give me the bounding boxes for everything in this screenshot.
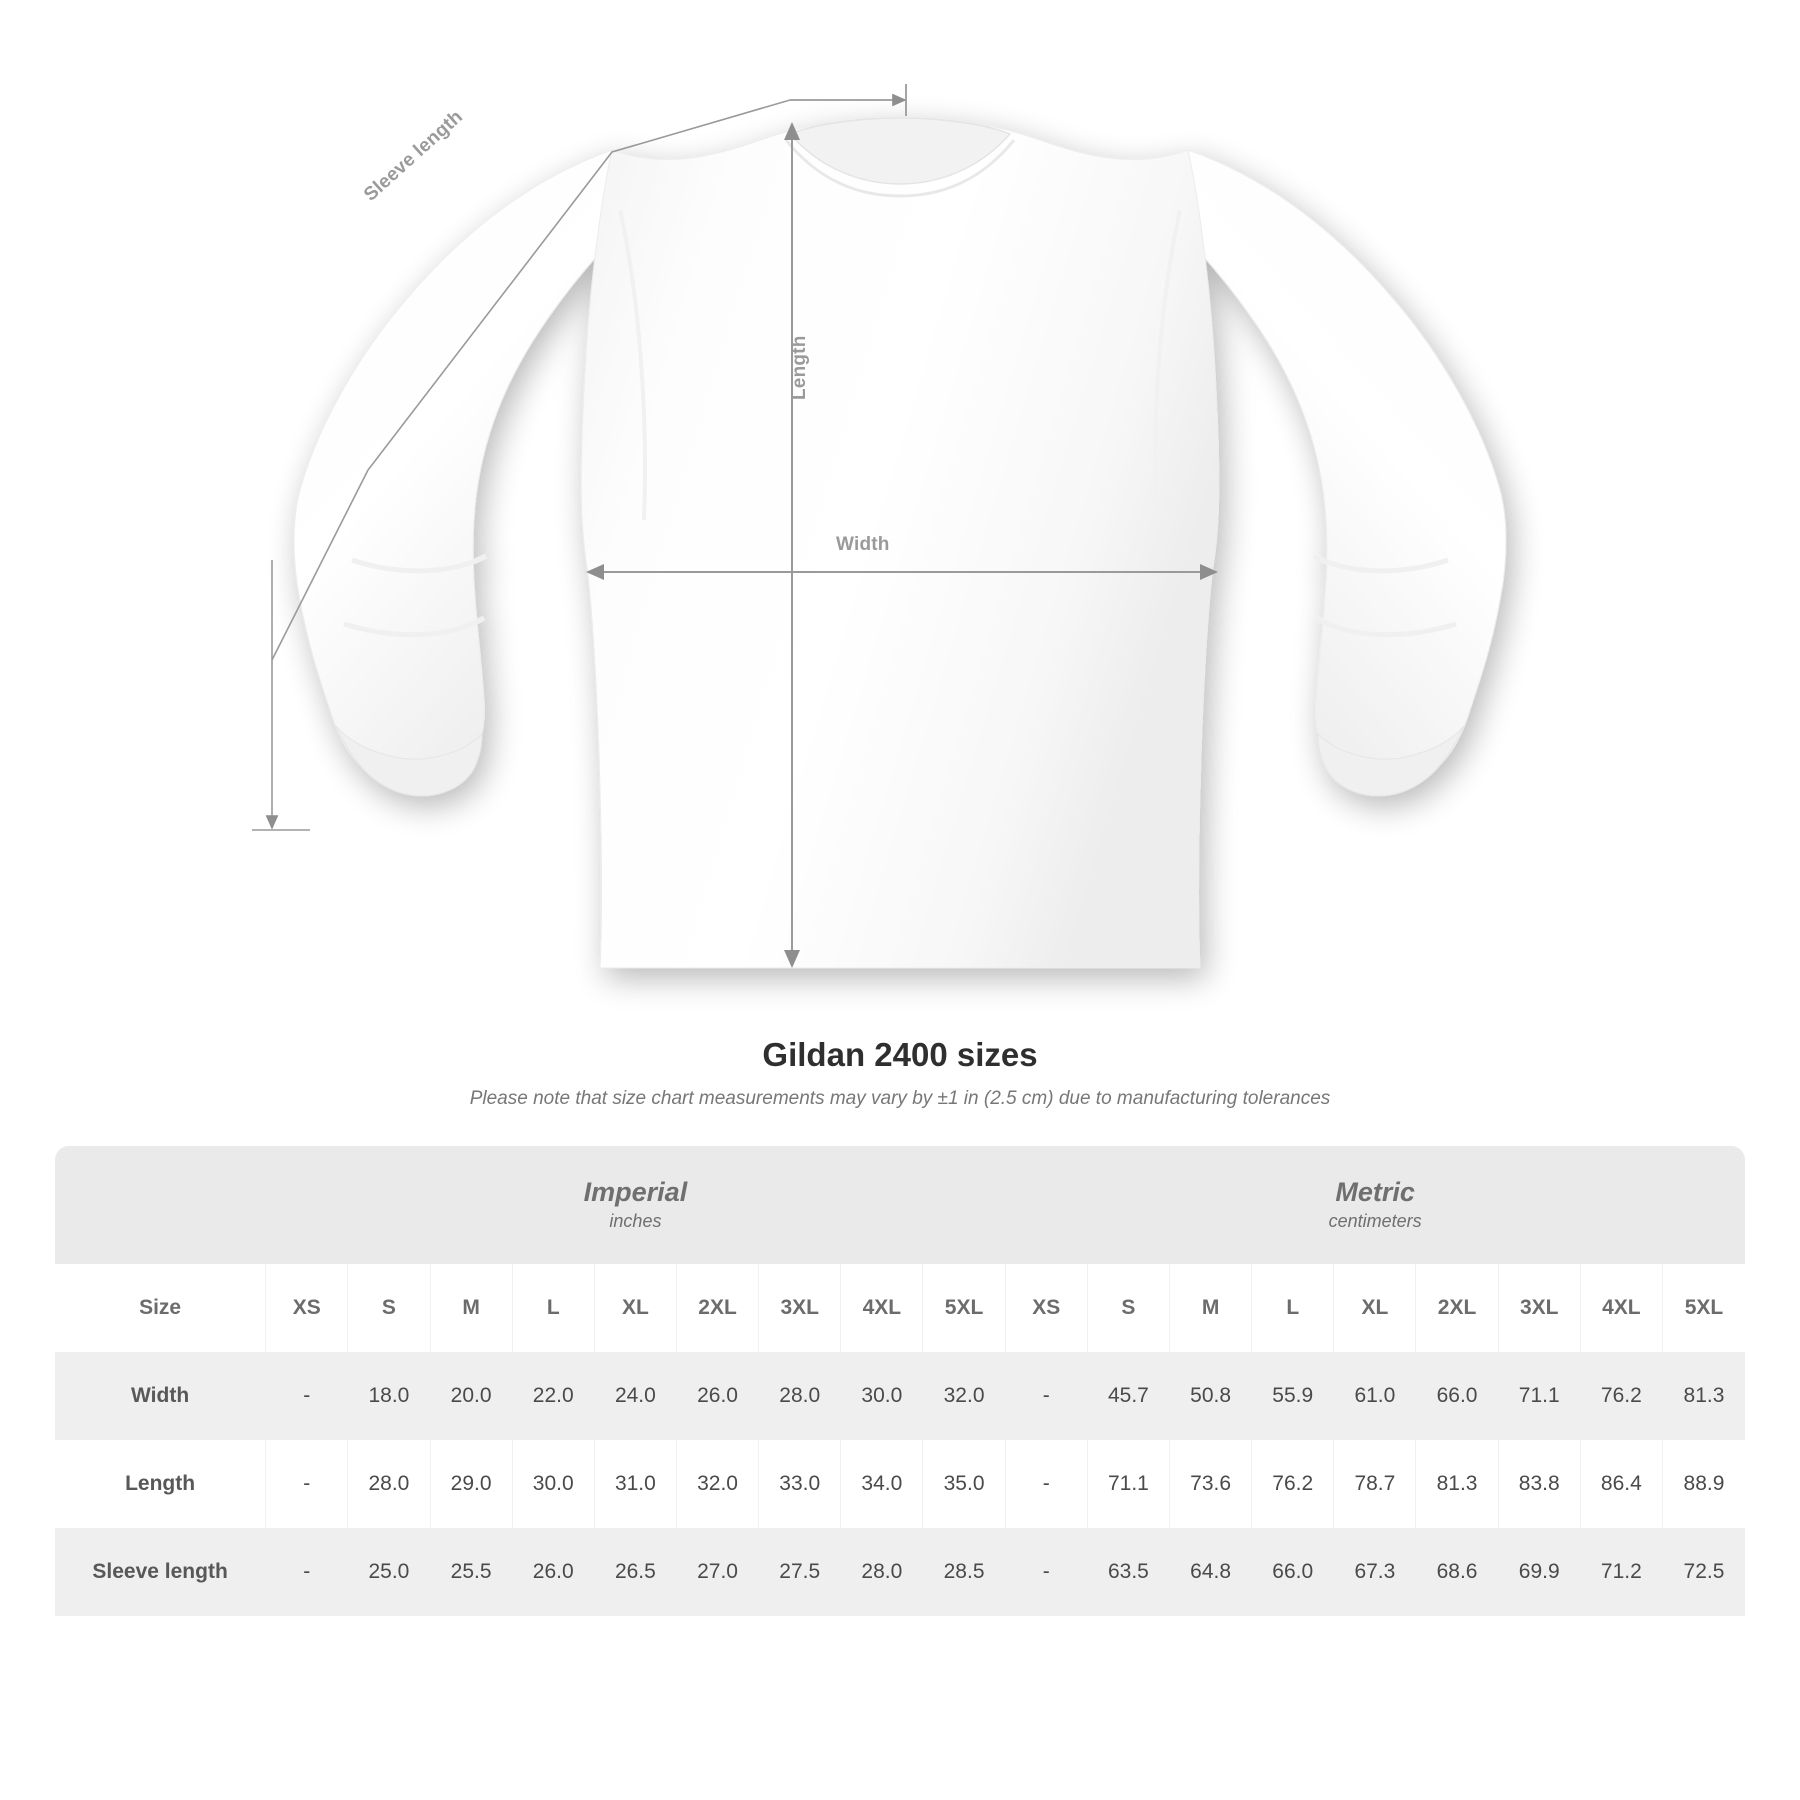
cell-width-imperial-l: 22.0 — [512, 1352, 594, 1440]
imperial-label: Imperial — [583, 1176, 688, 1207]
cell-sleeve-metric-l: 66.0 — [1252, 1528, 1334, 1616]
cell-sleeve-metric-5xl: 72.5 — [1662, 1528, 1745, 1616]
imperial-sub-label: inches — [609, 1211, 662, 1232]
cell-sleeve-imperial-3xl: 27.5 — [759, 1528, 841, 1616]
cell-width-imperial-2xl: 26.0 — [676, 1352, 758, 1440]
cell-sleeve-imperial-xs: - — [266, 1528, 348, 1616]
unit-header-imperial — [266, 1146, 1006, 1264]
cell-sleeve-imperial-4xl: 28.0 — [841, 1528, 923, 1616]
cell-length-imperial-l: 30.0 — [512, 1440, 594, 1528]
cell-sleeve-metric-4xl: 71.2 — [1580, 1528, 1662, 1616]
cell-length-imperial-5xl: 35.0 — [923, 1440, 1005, 1528]
row-label-length: Length — [55, 1440, 266, 1528]
unit-header-row — [55, 1146, 1745, 1264]
cell-width-metric-s: 45.7 — [1087, 1352, 1169, 1440]
size-header-cell: Size — [55, 1264, 266, 1352]
metric-sub-label: centimeters — [1328, 1211, 1422, 1232]
shirt-shape — [294, 118, 1506, 968]
size-header-metric-2xl: 2XL — [1416, 1264, 1498, 1352]
cell-width-imperial-m: 20.0 — [430, 1352, 512, 1440]
page-title: Gildan 2400 sizes — [762, 1036, 1038, 1073]
cell-sleeve-metric-m: 64.8 — [1170, 1528, 1252, 1616]
cell-length-imperial-2xl: 32.0 — [676, 1440, 758, 1528]
size-header-metric-s: S — [1087, 1264, 1169, 1352]
cell-length-imperial-s: 28.0 — [348, 1440, 430, 1528]
cell-length-imperial-4xl: 34.0 — [841, 1440, 923, 1528]
cell-length-imperial-xs: - — [266, 1440, 348, 1528]
cell-width-metric-4xl: 76.2 — [1580, 1352, 1662, 1440]
cell-length-metric-m: 73.6 — [1170, 1440, 1252, 1528]
cell-sleeve-imperial-xl: 26.5 — [594, 1528, 676, 1616]
sleeve-length-dimension-label: Sleeve length — [360, 106, 468, 206]
unit-header-corner — [55, 1146, 266, 1264]
cell-width-metric-xs: - — [1005, 1352, 1087, 1440]
size-header-imperial-l: L — [512, 1264, 594, 1352]
cell-length-imperial-3xl: 33.0 — [759, 1440, 841, 1528]
cell-length-metric-xs: - — [1005, 1440, 1087, 1528]
tolerance-note: Please note that size chart measurements may vary by ±1 in (2.5 cm) due to manufacturing tolerances — [469, 1088, 1331, 1109]
row-label-width: Width — [55, 1352, 266, 1440]
size-header-metric-l: L — [1252, 1264, 1334, 1352]
cell-sleeve-metric-2xl: 68.6 — [1416, 1528, 1498, 1616]
row-label-sleeve-length: Sleeve length — [55, 1528, 266, 1616]
cell-sleeve-imperial-5xl: 28.5 — [923, 1528, 1005, 1616]
size-header-imperial-m: M — [430, 1264, 512, 1352]
cell-width-metric-l: 55.9 — [1252, 1352, 1334, 1440]
size-header-metric-m: M — [1170, 1264, 1252, 1352]
title-block — [0, 1036, 1800, 1110]
table-row — [55, 1528, 1745, 1616]
cell-sleeve-metric-xl: 67.3 — [1334, 1528, 1416, 1616]
unit-header-metric — [1005, 1146, 1745, 1264]
cell-width-imperial-s: 18.0 — [348, 1352, 430, 1440]
size-header-imperial-xs: XS — [266, 1264, 348, 1352]
size-header-metric-3xl: 3XL — [1498, 1264, 1580, 1352]
cell-width-metric-2xl: 66.0 — [1416, 1352, 1498, 1440]
cell-sleeve-metric-3xl: 69.9 — [1498, 1528, 1580, 1616]
table-row — [55, 1352, 1745, 1440]
size-header-metric-5xl: 5XL — [1662, 1264, 1745, 1352]
metric-label: Metric — [1335, 1176, 1415, 1207]
cell-length-metric-5xl: 88.9 — [1662, 1440, 1745, 1528]
size-header-imperial-3xl: 3XL — [759, 1264, 841, 1352]
cell-width-metric-5xl: 81.3 — [1662, 1352, 1745, 1440]
table-row — [55, 1440, 1745, 1528]
size-header-metric-xs: XS — [1005, 1264, 1087, 1352]
length-dimension-label: Length — [789, 335, 810, 400]
cell-sleeve-metric-xs: - — [1005, 1528, 1087, 1616]
size-header-metric-4xl: 4XL — [1580, 1264, 1662, 1352]
size-header-metric-xl: XL — [1334, 1264, 1416, 1352]
size-header-imperial-5xl: 5XL — [923, 1264, 1005, 1352]
cell-width-imperial-5xl: 32.0 — [923, 1352, 1005, 1440]
cell-width-imperial-4xl: 30.0 — [841, 1352, 923, 1440]
size-header-row — [55, 1264, 1745, 1352]
width-dimension-label: Width — [836, 534, 890, 555]
cell-length-metric-s: 71.1 — [1087, 1440, 1169, 1528]
size-table — [55, 1146, 1745, 1616]
cell-sleeve-imperial-s: 25.0 — [348, 1528, 430, 1616]
cell-length-metric-3xl: 83.8 — [1498, 1440, 1580, 1528]
cell-sleeve-metric-s: 63.5 — [1087, 1528, 1169, 1616]
cell-length-metric-2xl: 81.3 — [1416, 1440, 1498, 1528]
cell-width-imperial-xs: - — [266, 1352, 348, 1440]
cell-sleeve-imperial-m: 25.5 — [430, 1528, 512, 1616]
cell-width-imperial-3xl: 28.0 — [759, 1352, 841, 1440]
size-header-imperial-2xl: 2XL — [676, 1264, 758, 1352]
cell-length-metric-l: 76.2 — [1252, 1440, 1334, 1528]
size-header-imperial-s: S — [348, 1264, 430, 1352]
size-header-imperial-xl: XL — [594, 1264, 676, 1352]
cell-width-metric-m: 50.8 — [1170, 1352, 1252, 1440]
cell-length-metric-xl: 78.7 — [1334, 1440, 1416, 1528]
cell-width-metric-xl: 61.0 — [1334, 1352, 1416, 1440]
cell-width-imperial-xl: 24.0 — [594, 1352, 676, 1440]
cell-length-imperial-m: 29.0 — [430, 1440, 512, 1528]
cell-width-metric-3xl: 71.1 — [1498, 1352, 1580, 1440]
cell-length-metric-4xl: 86.4 — [1580, 1440, 1662, 1528]
cell-length-imperial-xl: 31.0 — [594, 1440, 676, 1528]
cell-sleeve-imperial-2xl: 27.0 — [676, 1528, 758, 1616]
size-header-imperial-4xl: 4XL — [841, 1264, 923, 1352]
cell-sleeve-imperial-l: 26.0 — [512, 1528, 594, 1616]
size-table-wrapper — [55, 1146, 1745, 1616]
